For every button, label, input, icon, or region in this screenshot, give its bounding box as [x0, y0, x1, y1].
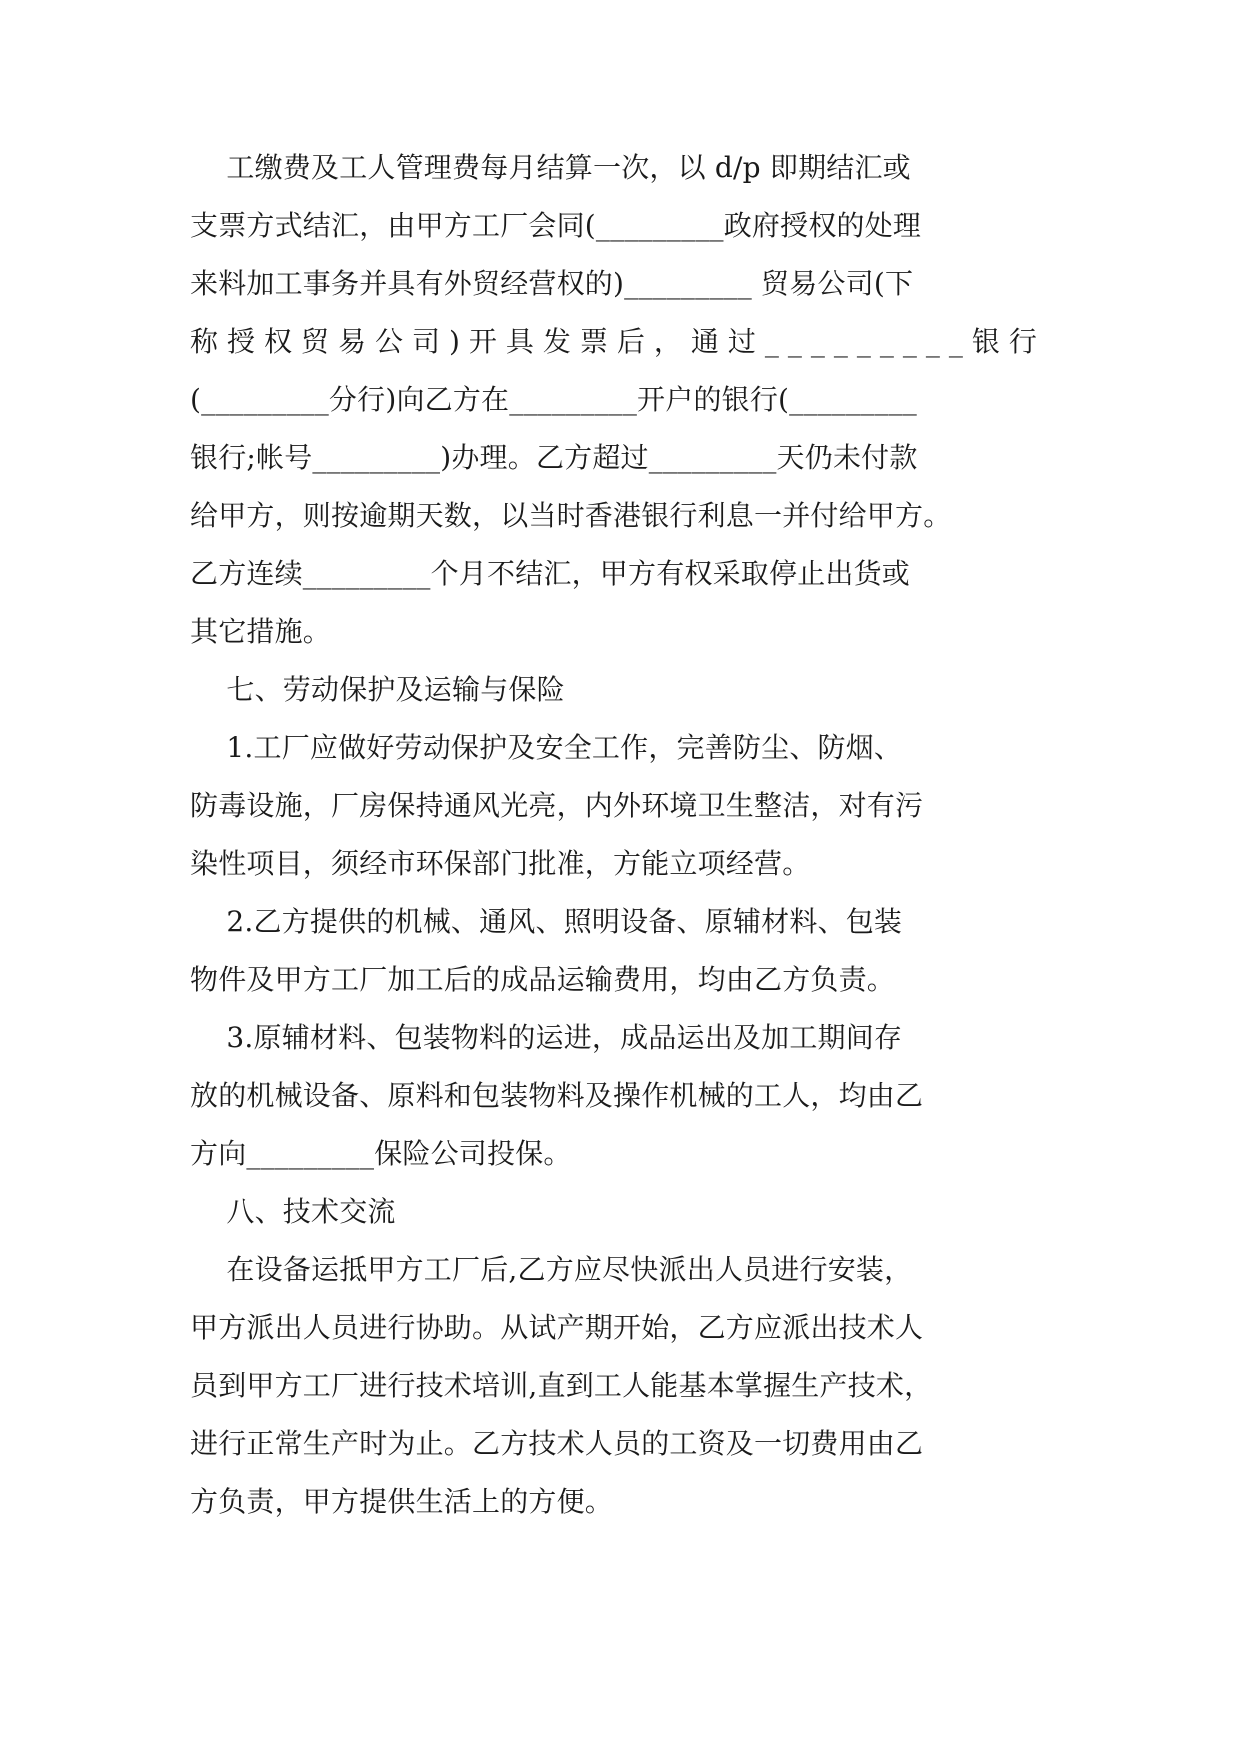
section-heading-8: 八、技术交流: [190, 1195, 396, 1228]
section-heading-7: 七、劳动保护及运输与保险: [190, 673, 565, 706]
text-line-22: 员到甲方工厂进行技术培训,直到工人能基本掌握生产技术，: [190, 1369, 933, 1402]
text-line-14: 2.乙方提供的机械、通风、照明设备、原辅材料、包装: [190, 905, 903, 938]
text-line-17: 放的机械设备、原料和包装物料及操作机械的工人，均由乙: [190, 1079, 924, 1112]
text-line-1: 工缴费及工人管理费每月结算一次，以 d/p 即期结汇或: [190, 151, 911, 184]
text-line-4: 称授权贸易公司)开具发票后，通过_________银行: [190, 325, 1046, 358]
text-line-20: 在设备运抵甲方工厂后,乙方应尽快派出人员进行安装，: [190, 1253, 913, 1286]
text-line-23: 进行正常生产时为止。乙方技术人员的工资及一切费用由乙: [190, 1427, 924, 1460]
text-line-24: 方负责，甲方提供生活上的方便。: [190, 1485, 614, 1518]
text-line-21: 甲方派出人员进行协助。从试产期开始，乙方应派出技术人: [190, 1311, 924, 1344]
text-line-6: 银行;帐号_________)办理。乙方超过_________天仍未付款: [190, 441, 918, 474]
text-line-8: 乙方连续_________个月不结汇，甲方有权采取停止出货或: [190, 557, 911, 590]
text-line-11: 1.工厂应做好劳动保护及安全工作，完善防尘、防烟、: [190, 731, 903, 764]
text-line-13: 染性项目，须经市环保部门批准，方能立项经营。: [190, 847, 811, 880]
text-line-5: (_________分行)向乙方在_________开户的银行(_________: [190, 383, 917, 416]
text-line-9: 其它措施。: [190, 615, 332, 648]
text-line-15: 物件及甲方工厂加工后的成品运输费用，均由乙方负责。: [190, 963, 896, 996]
text-line-12: 防毒设施，厂房保持通风光亮，内外环境卫生整洁，对有污: [190, 789, 924, 822]
text-line-2: 支票方式结汇，由甲方工厂会同(_________政府授权的处理: [190, 209, 922, 242]
text-line-3: 来料加工事务并具有外贸经营权的)_________ 贸易公司(下: [190, 267, 914, 300]
text-line-16: 3.原辅材料、包装物料的运进，成品运出及加工期间存: [190, 1021, 903, 1054]
text-line-18: 方向_________保险公司投保。: [190, 1137, 572, 1170]
text-line-7: 给甲方，则按逾期天数，以当时香港银行利息一并付给甲方。: [190, 499, 952, 532]
